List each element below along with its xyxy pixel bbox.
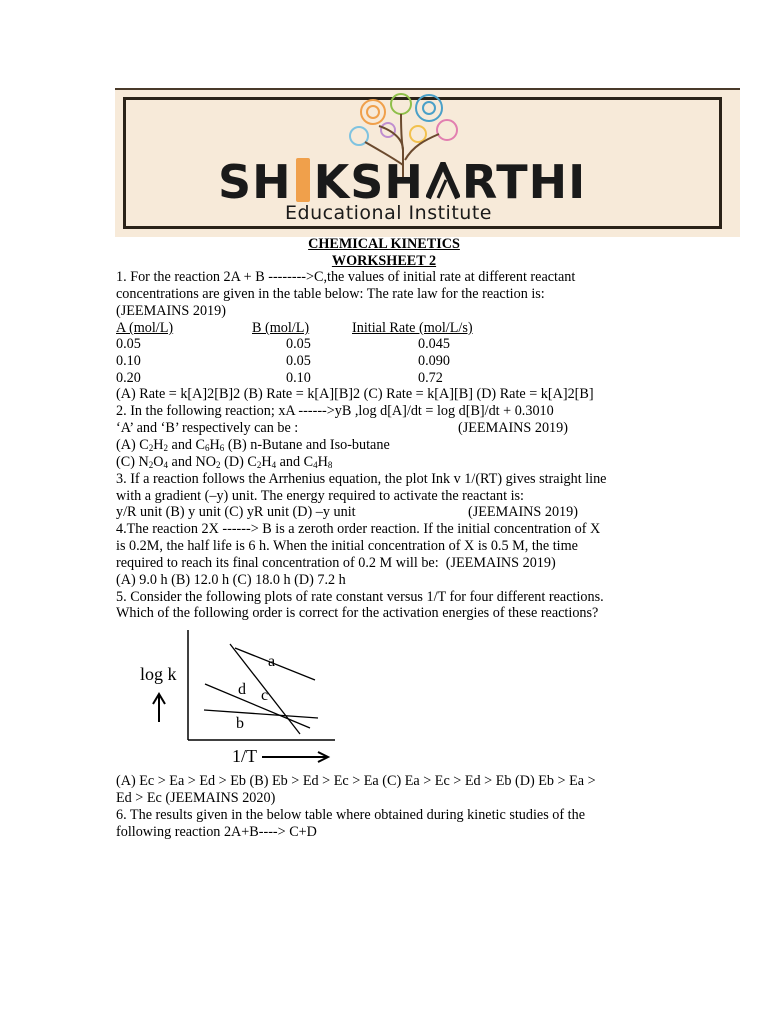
q3-source: (JEEMAINS 2019) <box>468 504 578 520</box>
table-cell: 0.05 <box>286 336 311 352</box>
table-header-rate: Initial Rate (mol/L/s) <box>352 320 473 336</box>
pencil-i-icon <box>296 158 310 202</box>
arrhenius-plot <box>130 628 340 768</box>
q4-line-1: 4.The reaction 2X ------> B is a zeroth order reaction. If the initial concentration of X <box>116 521 601 537</box>
q1-line-3: (JEEMAINS 2019) <box>116 303 226 319</box>
q1-line-2: concentrations are given in the table below: The rate law for the reaction is: <box>116 286 545 302</box>
q4-line-2: is 0.2M, the half life is 6 h. When the initial concentration of X is 0.5 M, the time <box>116 538 578 554</box>
table-cell: 0.090 <box>418 353 450 369</box>
q5-line-1: 5. Consider the following plots of rate constant versus 1/T for four different reactions. <box>116 589 604 605</box>
q5-options-1: (A) Ec > Ea > Ed > Eb (B) Eb > Ed > Ec > Ea (C) Ea > Ec > Ed > Eb (D) Eb > Ea > <box>116 773 596 789</box>
worksheet-subtitle: WORKSHEET 2 <box>331 253 437 269</box>
x-axis-label: 1/T <box>232 746 257 766</box>
q2-line-2: ‘A’ and ‘B’ respectively can be : <box>116 420 299 436</box>
q1-options: (A) Rate = k[A]2[B]2 (B) Rate = k[A][B]2 (C) Rate = k[A][B] (D) Rate = k[A]2[B] <box>116 386 594 402</box>
q3-line-2: with a gradient (–y) unit. The energy required to activate the reactant is: <box>116 488 525 504</box>
q1-line-1: 1. For the reaction 2A + B -------->C,the values of initial rate at different reactant <box>116 269 576 285</box>
label-b: b <box>236 715 244 732</box>
q6-line-2: following reaction 2A+B----> C+D <box>116 824 317 840</box>
q3-line-1: 3. If a reaction follows the Arrhenius equation, the plot Ink v 1/(RT) gives straight line <box>116 471 607 487</box>
table-header-a: A (mol/L) <box>116 320 174 336</box>
y-axis-label: log k <box>140 664 177 684</box>
table-cell: 0.10 <box>286 370 311 386</box>
q4-options: (A) 9.0 h (B) 12.0 h (C) 18.0 h (D) 7.2 h <box>116 572 346 588</box>
q2-line-1: 2. In the following reaction; xA ------>yB ,log d[A]/dt = log d[B]/dt + 0.3010 <box>116 403 554 419</box>
q5-options-2: Ed > Ec (JEEMAINS 2020) <box>116 790 276 806</box>
table-cell: 0.045 <box>418 336 450 352</box>
table-cell: 0.72 <box>418 370 443 386</box>
table-cell: 0.10 <box>116 353 141 369</box>
q6-line-1: 6. The results given in the below table where obtained during kinetic studies of the <box>116 807 585 823</box>
label-d: d <box>238 681 246 698</box>
q2-options-2: (C) $N_2O_4$ and $NO_2$ (D) $C_2H_4$ and $C_4H_8$ <box>116 454 333 470</box>
q3-line-3: y/R unit (B) y unit (C) yR unit (D) –y unit <box>116 504 356 520</box>
q5-line-2: Which of the following order is correct for the activation energies of these reactions? <box>116 605 599 621</box>
label-a: a <box>268 653 276 670</box>
q4-line-3: required to reach its final concentration of 0.2 M will be: (JEEMAINS 2019) <box>116 555 556 571</box>
worksheet-title: CHEMICAL KINETICS <box>308 236 460 252</box>
institute-banner <box>115 88 740 237</box>
label-c: c <box>261 687 269 704</box>
table-header-b: B (mol/L) <box>252 320 310 336</box>
brand-name: SH KSH RTHI <box>218 155 587 209</box>
a-triangle-icon <box>426 162 460 200</box>
q2-source: (JEEMAINS 2019) <box>458 420 568 436</box>
q2-options-1: (A) $C_2H_2$ and $C_6H_6$ (B) n-Butane and Iso-butane <box>116 437 390 453</box>
brand-subtitle: Educational Institute <box>285 202 492 224</box>
table-cell: 0.05 <box>286 353 311 369</box>
table-cell: 0.05 <box>116 336 141 352</box>
table-cell: 0.20 <box>116 370 141 386</box>
